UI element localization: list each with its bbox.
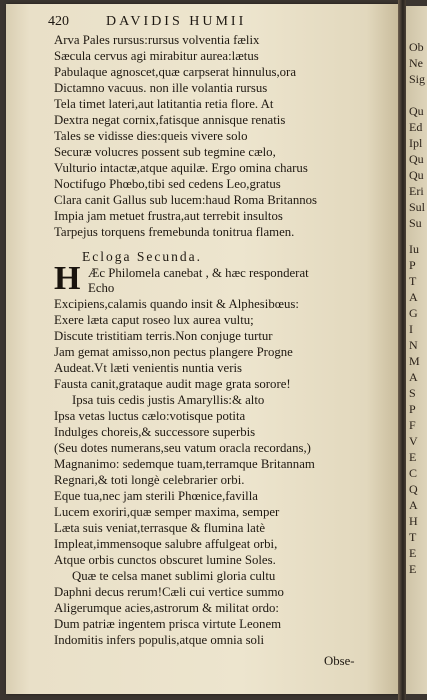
verse-line: Regnari,& toti longè celebrarier orbi.: [54, 473, 245, 487]
line-fragment: T: [409, 274, 417, 288]
verse-line: Indulges choreis,& successore superbis: [54, 425, 256, 439]
line-fragment: F: [409, 418, 416, 432]
line-fragment: Su: [409, 216, 422, 230]
verse-line: Arva Pales rursus:rursus volventia fælix: [54, 33, 260, 47]
verse-line: Impia jam metuet frustra,aut terrebit insultos: [54, 209, 283, 223]
line-fragment: Ipl: [409, 136, 423, 150]
line-fragment: H: [409, 514, 418, 528]
verse-line: Tales se vidisse dies:queis vivere solo: [54, 129, 248, 143]
line-fragment: Q: [409, 482, 418, 496]
line-fragment: T: [409, 530, 417, 544]
verse-line: Tarpejus torquens fremebunda tonitrua flamen.: [54, 225, 295, 239]
verse-line: Dum patriæ ingentem prisca virtute Leonem: [54, 617, 282, 631]
catchword: Obse-: [324, 654, 355, 668]
verse-line: Dextra negat cornix,fatisque annisque renatis: [54, 113, 286, 127]
line-fragment: A: [409, 370, 418, 384]
verse-line: Vulturio intactæ,atque aquilæ. Ergo omina charus: [54, 161, 308, 175]
verse-line: Audeat.Vt læti venientis nuntia veris: [54, 361, 243, 375]
line-fragment: E: [409, 562, 417, 576]
line-fragment: N: [409, 338, 418, 352]
line-fragment: V: [409, 434, 418, 448]
verse-line: Dictamno vacuus. non ille volantia rursus: [54, 81, 268, 95]
verse-line: Impleat,immensoque salubre affulgeat orbi,: [54, 537, 278, 551]
line-fragment: I: [409, 322, 413, 336]
line-fragment: Sig: [409, 72, 426, 86]
verse-line: Pabulaque agnoscet,quæ carpserat hinnulus,ora: [54, 65, 297, 79]
running-title: DAVIDIS HUMII: [106, 14, 247, 29]
verse-line: Lucem exoriri,quæ semper maxima, semper: [54, 505, 280, 519]
drop-initial: H: [54, 260, 81, 297]
verse-line: Sæcula cervus agi mirabitur aurea:lætus: [54, 49, 259, 63]
line-fragment: Iu: [409, 242, 419, 256]
right-page-edge: [406, 6, 427, 694]
verse-line: Quæ te celsa manet sublimi gloria cultu: [72, 569, 276, 583]
verse-line: (Seu dotes numerans,seu vatum oracla recordans,): [54, 441, 311, 455]
verse-line: Aligerumque acies,astrorum & militat ordo:: [54, 601, 279, 615]
line-fragment: G: [409, 306, 418, 320]
line-fragment: S: [409, 386, 416, 400]
line-fragment: Ob: [409, 40, 424, 54]
line-fragment: A: [409, 498, 418, 512]
verse-line: Clara canit Gallus sub lucem:haud Roma Britannos: [54, 193, 317, 207]
line-fragment: Ed: [409, 120, 423, 134]
verse-line: Æc Philomela canebat , & hæc responderat: [88, 266, 309, 280]
verse-line: Ipsa vetas luctus cælo:votisque potita: [54, 409, 246, 423]
verse-line: Echo: [88, 281, 115, 295]
verse-line: Atque orbis cunctos obscuret lumine Soles.: [54, 553, 276, 567]
verse-line: Tela timet lateri,aut latitantia retia flore. At: [54, 97, 274, 111]
line-fragment: Qu: [409, 104, 424, 118]
verse-line: Discute tristitiam terris.Non conjuge turtur: [54, 329, 273, 343]
verse-line: Ipsa tuis cedis justis Amaryllis:& alto: [72, 393, 265, 407]
line-fragment: E: [409, 546, 417, 560]
verse-line: Læta suis veniat,terrasque & flumina latè: [54, 521, 266, 535]
verse-line: Daphni decus rerum!Cæli cui vertice summo: [54, 585, 284, 599]
line-fragment: Sul: [409, 200, 426, 214]
line-fragment: Ne: [409, 56, 423, 70]
verse-line: Indomitis infers populis,atque omnia soli: [54, 633, 265, 647]
verse-line: Securæ volucres possent sub tegmine cælo,: [54, 145, 276, 159]
verse-line: Eque tua,nec jam sterili Phœnice,favilla: [54, 489, 258, 503]
left-page: [6, 4, 398, 694]
verse-line: Excipiens,calamis quando insit & Alphesibœus:: [54, 297, 299, 311]
line-fragment: P: [409, 258, 416, 272]
verse-line: Jam gemat amisso,non pectus plangere Progne: [54, 345, 293, 359]
line-fragment: C: [409, 466, 418, 480]
verse-line: Fausta canit,grataque audit mage grata sorore!: [54, 377, 291, 391]
line-fragment: P: [409, 402, 416, 416]
page-number: 420: [48, 14, 69, 29]
line-fragment: A: [409, 290, 418, 304]
page-header: [48, 14, 388, 30]
book-gutter: [398, 0, 406, 700]
verse-line: Noctifugo Phœbo,tibi sed cedens Leo,gratus: [54, 177, 281, 191]
verse-line: Magnanimo: sedemque tuam,terramque Britannam: [54, 457, 315, 471]
line-fragment: Qu: [409, 168, 424, 182]
section-title: Ecloga Secunda.: [82, 249, 202, 264]
verse-line: Exere læta caput roseo lux aurea vultu;: [54, 313, 254, 327]
line-fragment: E: [409, 450, 417, 464]
line-fragment: M: [409, 354, 420, 368]
line-fragment: Eri: [409, 184, 424, 198]
line-fragment: Qu: [409, 152, 424, 166]
